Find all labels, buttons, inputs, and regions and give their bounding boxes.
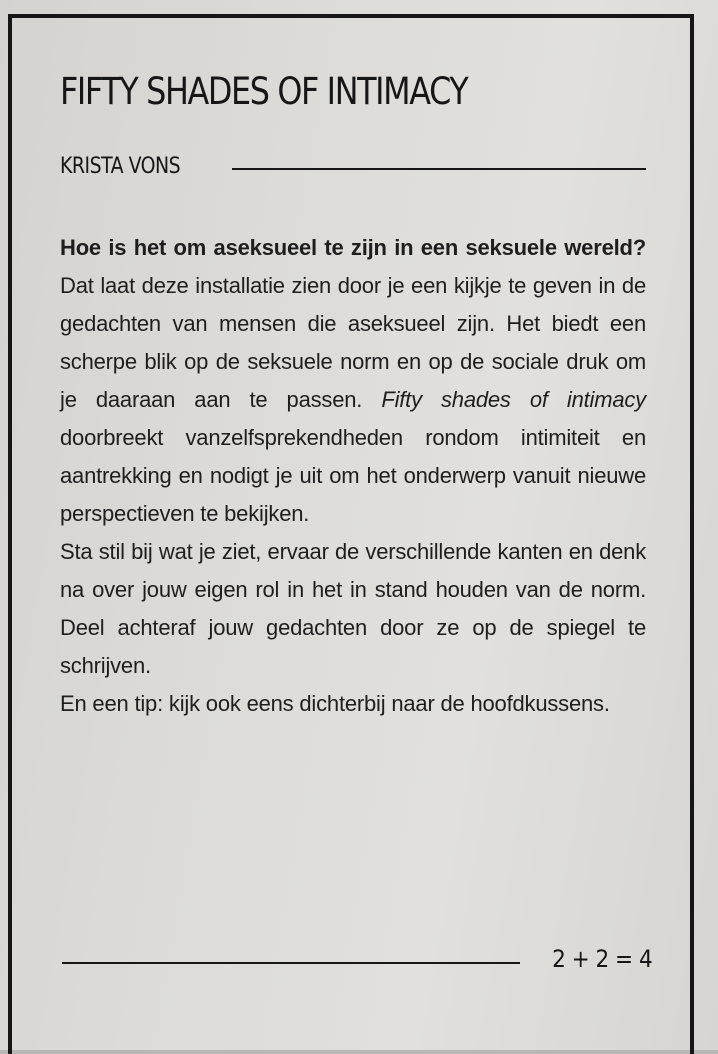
divider-line-bottom [62, 962, 520, 964]
intro-text-2: doorbreekt vanzelfsprekendheden rondom intimiteit en aantrekking en nodigt je uit om het onderwerp vanuit nieuwe perspectieven te bekijken. [60, 425, 646, 526]
intro-paragraph [60, 229, 646, 533]
lead-question: Hoe is het om aseksueel te zijn in een seksuele wereld? [60, 235, 646, 260]
author-name: KRISTA VONS [60, 154, 181, 179]
footer-logo-text: 2 + 2 = 4 [551, 945, 652, 973]
divider-line-top [232, 168, 646, 170]
intro-text-1: Dat laat deze installatie zien door je een kijkje te geven in de gedachten van mensen die aseksueel zijn. Het biedt een scherpe blik op de seksuele norm en op de sociale druk om je daaraan aan te passen. [60, 273, 646, 412]
reflection-paragraph: Sta stil bij wat je ziet, ervaar de verschillende kanten en denk na over jouw eigen rol in het in stand houden van de norm. Deel achteraf jouw gedachten door ze op de spiegel te schrijven. [60, 539, 646, 678]
page-title: FIFTY SHADES OF INTIMACY [60, 70, 468, 113]
tip-paragraph: En een tip: kijk ook eens dichterbij naar de hoofdkussens. [60, 691, 610, 716]
description-text [60, 229, 646, 723]
work-title: Fifty shades of intimacy [381, 387, 646, 412]
